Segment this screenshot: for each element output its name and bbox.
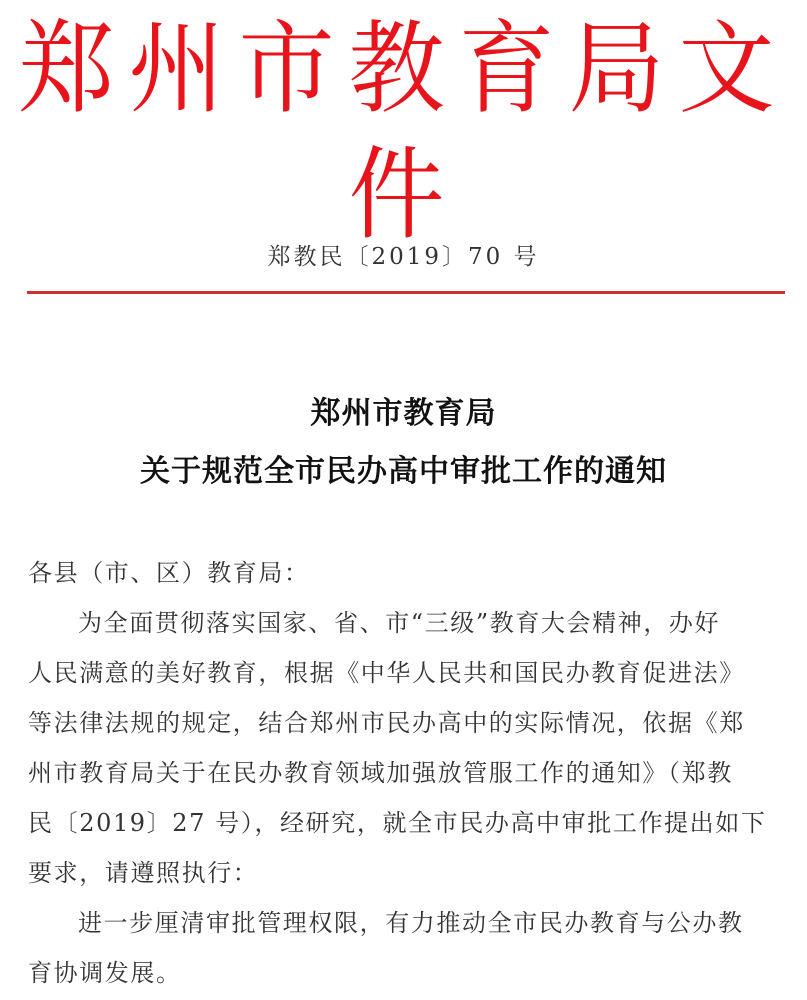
document-title-issuer: 郑州市教育局 xyxy=(310,396,497,431)
paragraph-1-line: 为全面贯彻落实国家、省、市“三级”教育大会精神，办好 xyxy=(78,609,721,637)
document-number: 郑教民〔2019〕70 号 xyxy=(267,244,540,270)
paragraph-1-line: 民〔2019〕27 号），经研究，就全市民办高中审批工作提出如下 xyxy=(28,809,767,837)
red-divider-line xyxy=(27,291,785,294)
paragraph-1-line: 州市教育局关于在民办教育领域加强放管服工作的通知》（郑教 xyxy=(28,759,733,787)
document-body xyxy=(28,548,780,998)
paragraph-1-line: 人民满意的美好教育，根据《中华人民共和国民办教育促进法》 xyxy=(28,659,745,687)
salutation: 各县（市、区）教育局： xyxy=(28,559,310,587)
document-masthead: 郑州市教育局文件 xyxy=(18,10,789,254)
paragraph-2-line: 育协调发展。 xyxy=(28,959,182,987)
document-title-subject: 关于规范全市民办高中审批工作的通知 xyxy=(140,454,667,489)
paragraph-2-line: 进一步厘清审批管理权限，有力推动全市民办教育与公办教 xyxy=(78,909,744,937)
paragraph-1-line: 要求，请遵照执行： xyxy=(28,859,259,887)
paragraph-1-line: 等法律法规的规定，结合郑州市民办高中的实际情况，依据《郑 xyxy=(28,709,745,737)
